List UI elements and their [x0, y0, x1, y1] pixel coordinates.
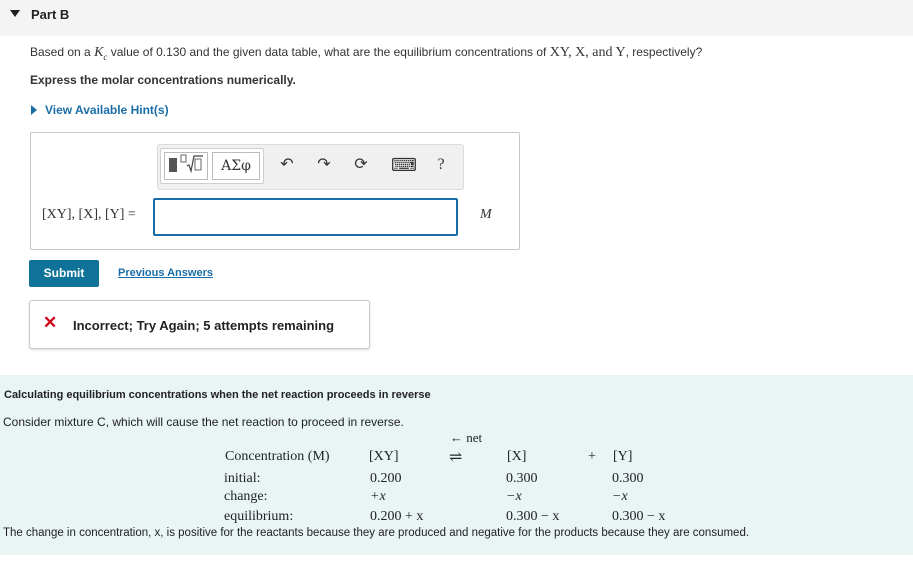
table-cell: 0.300 — [612, 471, 644, 486]
instruction-text: Express the molar concentrations numerically. — [30, 73, 296, 87]
table-cell: −x — [612, 489, 628, 504]
view-hints-link[interactable]: View Available Hint(s) — [45, 103, 169, 117]
close-icon: ✕ — [43, 313, 58, 332]
species-list: XY, X, and Y — [549, 45, 626, 60]
hint-expand-icon[interactable] — [31, 105, 37, 115]
submit-button[interactable]: Submit — [29, 260, 99, 287]
hint-footnote: The change in concentration, x, is positive for the reactants because they are produced and negative for the products because they are consumed. — [3, 527, 750, 539]
keyboard-icon[interactable]: ⌨ — [391, 155, 417, 175]
template-block-icon — [169, 158, 177, 172]
equilibrium-arrow-icon: ⇌ — [449, 449, 463, 466]
greek-symbols-button[interactable]: ΑΣφ — [212, 152, 260, 180]
table-row-label: change: — [224, 489, 268, 504]
kc-symbol: $K_c$ — [94, 45, 108, 62]
answer-input[interactable] — [153, 198, 458, 236]
hint-text: Consider mixture C, which will cause the net reaction to proceed in reverse. — [3, 415, 404, 429]
table-row-label: equilibrium: — [224, 509, 294, 524]
reset-icon[interactable]: ⟳ — [354, 156, 368, 173]
table-cell: 0.300 − x — [612, 509, 666, 524]
table-cell: 0.300 — [506, 471, 538, 486]
table-row-label: initial: — [224, 471, 261, 486]
table-header-y: [Y] — [613, 449, 633, 464]
table-cell: +x — [370, 489, 386, 504]
table-header-xy: [XY] — [369, 449, 399, 464]
help-button[interactable]: ? — [437, 156, 445, 173]
table-cell: 0.300 − x — [506, 509, 560, 524]
sqrt-template-icon[interactable] — [180, 152, 204, 178]
previous-answers-link[interactable]: Previous Answers — [118, 267, 213, 279]
hint-title: Calculating equilibrium concentrations when the net reaction proceeds in reverse — [4, 389, 431, 401]
feedback-text: Incorrect; Try Again; 5 attempts remaining — [73, 318, 335, 333]
question-text: Based on a $K_c$ value of 0.130 and the given data table, what are the equilibrium concentrations of XY, X, and Y, respectively? — [30, 45, 703, 62]
answer-label: [XY], [X], [Y] = — [42, 207, 136, 222]
part-title: Part B — [31, 7, 70, 22]
undo-icon[interactable]: ↶ — [280, 156, 294, 173]
part-header[interactable] — [0, 0, 913, 36]
table-header-x: [X] — [507, 449, 527, 464]
table-header-plus: + — [588, 449, 596, 464]
table-cell: −x — [506, 489, 522, 504]
unit-label: M — [480, 207, 492, 222]
redo-icon[interactable]: ↷ — [317, 156, 331, 173]
table-cell: 0.200 — [370, 471, 402, 486]
collapse-caret-icon[interactable] — [10, 10, 20, 17]
net-direction-label: ← net — [450, 430, 483, 445]
table-header-concentration: Concentration (M) — [225, 449, 330, 464]
table-cell: 0.200 + x — [370, 509, 424, 524]
